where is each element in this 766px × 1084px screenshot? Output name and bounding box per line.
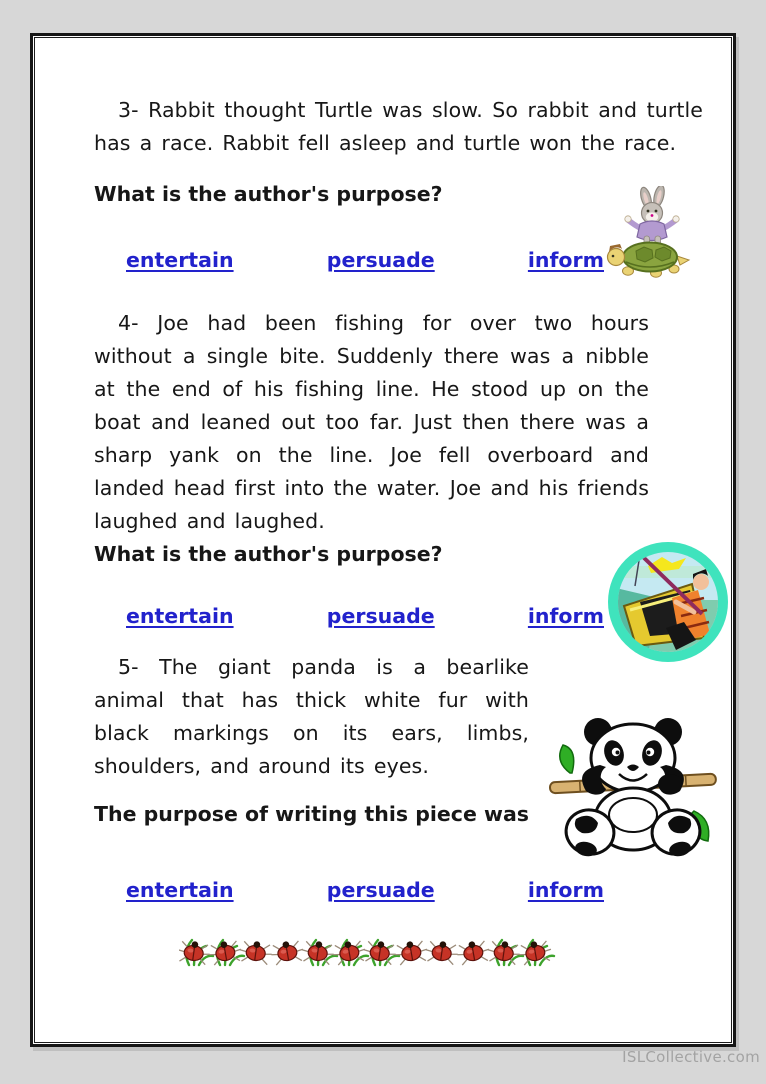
- question-4-prompt: What is the author's purpose?: [94, 542, 443, 566]
- option-inform[interactable]: inform: [527, 248, 604, 272]
- worksheet-page: [30, 33, 736, 1047]
- question-3-prompt: What is the author's purpose?: [94, 182, 443, 206]
- option-persuade[interactable]: persuade: [326, 604, 435, 628]
- fisherman-in-boat-illustration: [606, 540, 730, 664]
- panda-with-bamboo-illustration: [548, 715, 718, 867]
- passage-5: 5- The giant panda is a bearlike animal that has thick white fur with black markings on its ears, limbs, shoulders, and around its eyes.: [94, 655, 529, 778]
- answer-options-row-4: [126, 600, 604, 633]
- answer-options-row-3: [126, 244, 604, 277]
- option-inform[interactable]: inform: [527, 878, 604, 902]
- answer-options-row-5: [126, 874, 604, 907]
- option-inform[interactable]: inform: [527, 604, 604, 628]
- passage-4: 4- Joe had been fishing for over two hours without a single bite. Suddenly there was a nibble at the end of his fishing line. He stood up on the boat and leaned out too far. Just then there was a sharp yank on the line. Joe fell overboard and landed head first into the water. Joe and his friends laughed and laughed.: [94, 311, 649, 533]
- rabbit-riding-turtle-illustration: [598, 186, 704, 286]
- option-persuade[interactable]: persuade: [326, 878, 435, 902]
- option-entertain[interactable]: entertain: [126, 604, 234, 628]
- option-entertain[interactable]: entertain: [126, 248, 234, 272]
- watermark: ISLCollective.com: [622, 1048, 760, 1066]
- option-entertain[interactable]: entertain: [126, 878, 234, 902]
- question-5-prompt: The purpose of writing this piece was: [94, 802, 529, 826]
- passage-3: 3- Rabbit thought Turtle was slow. So rabbit and turtle has a race. Rabbit fell asleep and turtle won the race.: [94, 98, 703, 155]
- ladybug-divider: [179, 933, 561, 969]
- option-persuade[interactable]: persuade: [326, 248, 435, 272]
